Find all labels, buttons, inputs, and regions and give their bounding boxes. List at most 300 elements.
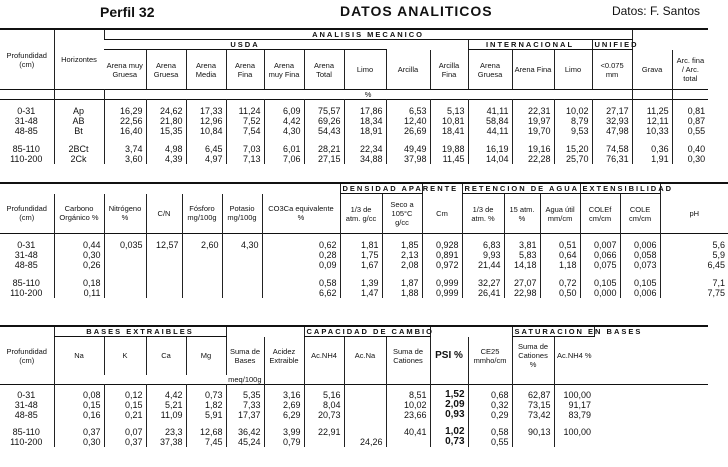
group-header: UNIFIED: [592, 40, 632, 50]
value-cell: 91,17: [554, 400, 594, 410]
value-cell: 8,51: [386, 384, 430, 400]
value-cell: 14,18: [504, 260, 540, 270]
col-header: Limo: [344, 50, 386, 90]
value-cell: 22,98: [504, 288, 540, 298]
unit-row: [0, 90, 54, 100]
value-cell: 0,72: [540, 270, 580, 288]
depth-cell: 48-85: [14, 409, 38, 420]
value-cell: 0,64: [540, 250, 580, 260]
value-cell: 0,81: [672, 100, 708, 117]
value-cell: 22,91: [304, 420, 344, 437]
group-header: EXTENSIBILIDAD: [580, 183, 660, 194]
value-cell: 100,00: [554, 420, 594, 437]
value-cell: 23,3: [146, 420, 186, 437]
value-cell: 6,62: [262, 288, 340, 298]
value-cell: 12,40: [386, 116, 430, 126]
value-cell: 1,88: [382, 288, 422, 298]
unit-row: [386, 375, 430, 385]
depth-cell: 31-48: [14, 399, 38, 410]
value-cell: 47,98: [592, 126, 632, 136]
value-cell: 12,57: [146, 234, 182, 251]
value-cell: 27,17: [592, 100, 632, 117]
col-header: Arc. fina / Arc. total: [672, 50, 708, 90]
col-header: PSI %: [430, 337, 468, 375]
value-cell: 75,57: [304, 100, 344, 117]
col-header: K: [104, 337, 146, 375]
col-header: Arena Fina: [226, 50, 264, 90]
col-header: Limo: [554, 50, 592, 90]
table-row: [0, 154, 708, 164]
col-header: Ac.NH4 %: [554, 337, 594, 375]
unit-row: [554, 375, 594, 385]
value-cell: [344, 384, 386, 400]
value-cell: 10,84: [186, 126, 226, 136]
group-header: BASES EXTRAIBLES: [54, 326, 226, 337]
value-cell: 37,38: [146, 437, 186, 447]
depth-cell: 48-85: [14, 260, 38, 270]
value-cell: 2,60: [182, 234, 222, 251]
depth-cell: 31-48: [14, 116, 38, 126]
value-cell: 1,02: [430, 420, 468, 437]
value-cell: 1,67: [340, 260, 382, 270]
value-cell: [146, 288, 182, 298]
value-cell: 32,27: [462, 270, 504, 288]
unit-row: [468, 375, 512, 385]
value-cell: [182, 260, 222, 270]
value-cell: 7,75: [660, 288, 728, 298]
value-cell: 0,32: [468, 400, 512, 410]
value-cell: 27,15: [304, 154, 344, 164]
value-cell: 11,09: [146, 410, 186, 420]
col-header: Arena Gruesa: [146, 50, 186, 90]
value-cell: 1,52: [430, 384, 468, 400]
value-cell: 26,69: [386, 126, 430, 136]
depth-cell: 110-200: [10, 154, 43, 164]
value-cell: [222, 270, 262, 288]
value-cell: 0,26: [54, 260, 104, 270]
group-header: DENSIDAD APARENTE: [340, 183, 422, 194]
col-header: COLE cm/cm: [620, 194, 660, 234]
col-header: 15 atm. %: [504, 194, 540, 234]
value-cell: 11,24: [226, 100, 264, 117]
value-cell: 18,41: [430, 126, 468, 136]
value-cell: 2,09: [430, 400, 468, 410]
value-cell: 62,87: [512, 384, 554, 400]
col-header: Ca: [146, 337, 186, 375]
value-cell: 23,66: [386, 410, 430, 420]
unit-row: [344, 375, 386, 385]
value-cell: 0,07: [104, 420, 146, 437]
value-cell: 0,21: [104, 410, 146, 420]
value-cell: 0,15: [104, 400, 146, 410]
value-cell: 11,25: [632, 100, 672, 117]
value-cell: 0,58: [262, 270, 340, 288]
value-cell: 0,073: [620, 260, 660, 270]
value-cell: 8,04: [304, 400, 344, 410]
col-header: Arcilla Fina: [430, 50, 468, 90]
value-cell: 45,24: [226, 437, 264, 447]
col-header: Ac.Na: [344, 337, 386, 375]
table-row: [0, 250, 728, 260]
value-cell: 0,058: [620, 250, 660, 260]
value-cell: 0,68: [468, 384, 512, 400]
col-header: Ac.NH4: [304, 337, 344, 375]
value-cell: 41,11: [468, 100, 512, 117]
value-cell: 3,60: [104, 154, 146, 164]
value-cell: 37,98: [386, 154, 430, 164]
value-cell: 0,50: [540, 288, 580, 298]
value-cell: 0,08: [54, 384, 104, 400]
value-cell: 3,16: [264, 384, 304, 400]
value-cell: [146, 250, 182, 260]
value-cell: 6,45: [660, 260, 728, 270]
horizon-cell: Ap: [54, 100, 104, 117]
value-cell: 0,105: [580, 270, 620, 288]
unit-row: [264, 375, 304, 385]
value-cell: 1,85: [382, 234, 422, 251]
document-title: DATOS ANALITICOS: [340, 3, 493, 19]
value-cell: [104, 288, 146, 298]
col-header: Arena muy Gruesa: [106, 60, 143, 79]
table-row: [0, 288, 728, 298]
table-row: [0, 270, 728, 288]
bases-table: [0, 325, 708, 447]
value-cell: 34,88: [344, 154, 386, 164]
value-cell: 0,105: [620, 270, 660, 288]
col-header: Carbono Orgánico %: [54, 194, 104, 234]
value-cell: 0,37: [104, 437, 146, 447]
value-cell: 7,03: [226, 136, 264, 154]
value-cell: 4,98: [146, 136, 186, 154]
group-header: SATURACION EN BASES: [512, 326, 594, 337]
value-cell: 24,62: [146, 100, 186, 117]
value-cell: 19,70: [512, 126, 554, 136]
value-cell: 1,47: [340, 288, 382, 298]
value-cell: 10,02: [386, 400, 430, 410]
value-cell: [182, 288, 222, 298]
value-cell: 5,83: [504, 250, 540, 260]
value-cell: 0,15: [54, 400, 104, 410]
col-header: Horizontes: [54, 29, 104, 90]
value-cell: 11,45: [430, 154, 468, 164]
value-cell: [104, 250, 146, 260]
value-cell: 1,82: [186, 400, 226, 410]
value-cell: [104, 270, 146, 288]
value-cell: 76,31: [592, 154, 632, 164]
col-header: Arena Media: [186, 50, 226, 90]
col-header: Arena Gruesa: [468, 50, 512, 90]
value-cell: 28,21: [304, 136, 344, 154]
unit-row: [0, 375, 54, 385]
table-row: [0, 260, 728, 270]
value-cell: 15,20: [554, 136, 592, 154]
value-cell: 0,928: [422, 234, 462, 251]
group-header: INTERNACIONAL: [468, 40, 592, 50]
col-header: Profundidad (cm): [6, 50, 47, 69]
value-cell: 12,11: [632, 116, 672, 126]
table-row: [0, 437, 708, 447]
value-cell: 2,13: [382, 250, 422, 260]
depth-cell: 110-200: [10, 288, 43, 298]
value-cell: 73,15: [512, 400, 554, 410]
value-cell: [386, 437, 430, 447]
value-cell: 4,42: [264, 116, 304, 126]
value-cell: 19,88: [430, 136, 468, 154]
value-cell: 0,79: [264, 437, 304, 447]
col-header: Seco a 105°C g/cc: [382, 194, 422, 234]
value-cell: 6,29: [264, 410, 304, 420]
value-cell: 4,97: [186, 154, 226, 164]
horizon-cell: 2BCt: [54, 136, 104, 154]
value-cell: 0,12: [104, 384, 146, 400]
value-cell: 16,40: [104, 126, 146, 136]
value-cell: 6,01: [264, 136, 304, 154]
unit-row: [304, 375, 344, 385]
col-header: Arcilla: [386, 50, 430, 90]
value-cell: 10,33: [632, 126, 672, 136]
value-cell: 22,28: [512, 154, 554, 164]
col-header: Cm: [422, 194, 462, 234]
value-cell: 0,73: [186, 384, 226, 400]
col-header: Agua útil mm/cm: [540, 194, 580, 234]
value-cell: 7,06: [264, 154, 304, 164]
value-cell: 0,29: [468, 410, 512, 420]
value-cell: 19,97: [512, 116, 554, 126]
value-cell: [554, 437, 594, 447]
value-cell: 36,42: [226, 420, 264, 437]
table-row: [0, 384, 708, 400]
value-cell: 7,52: [226, 116, 264, 126]
value-cell: 0,16: [54, 410, 104, 420]
value-cell: 22,31: [512, 100, 554, 117]
value-cell: 9,53: [554, 126, 592, 136]
col-header: Suma de Cationes %: [512, 337, 554, 375]
value-cell: 0,40: [672, 136, 708, 154]
col-header: 1/3 de atm. %: [462, 194, 504, 234]
value-cell: [344, 410, 386, 420]
value-cell: 0,55: [672, 126, 708, 136]
col-header: C/N: [146, 194, 182, 234]
unit-row: [512, 375, 554, 385]
value-cell: 10,81: [430, 116, 468, 126]
value-cell: 44,11: [468, 126, 512, 136]
value-cell: 5,9: [660, 250, 728, 260]
value-cell: [222, 260, 262, 270]
value-cell: 69,26: [304, 116, 344, 126]
depth-cell: 85-110: [12, 278, 40, 288]
value-cell: 18,34: [344, 116, 386, 126]
author-label: Datos: F. Santos: [611, 4, 700, 18]
col-header: Arena Total: [304, 50, 344, 90]
value-cell: [344, 420, 386, 437]
value-cell: 32,93: [592, 116, 632, 126]
value-cell: 0,37: [54, 420, 104, 437]
value-cell: 5,13: [430, 100, 468, 117]
col-header: Grava: [632, 50, 672, 90]
value-cell: 6,53: [386, 100, 430, 117]
col-header: CO3Ca equivalente %: [262, 194, 340, 234]
unit-label: %: [104, 90, 632, 100]
value-cell: 6,83: [462, 234, 504, 251]
unit-row: [672, 90, 708, 100]
value-cell: 5,21: [146, 400, 186, 410]
value-cell: 83,79: [554, 410, 594, 420]
group-header: ANALISIS MECANICO: [104, 29, 632, 40]
horizon-cell: AB: [54, 116, 104, 126]
value-cell: 19,16: [512, 136, 554, 154]
value-cell: 26,41: [462, 288, 504, 298]
value-cell: 3,99: [264, 420, 304, 437]
unit-row: [54, 90, 104, 100]
table-row: [0, 116, 708, 126]
group-header: USDA: [104, 40, 386, 50]
value-cell: 100,00: [554, 384, 594, 400]
value-cell: 21,80: [146, 116, 186, 126]
value-cell: [304, 437, 344, 447]
value-cell: 7,54: [226, 126, 264, 136]
value-cell: 0,30: [672, 154, 708, 164]
value-cell: 2,08: [382, 260, 422, 270]
value-cell: [182, 250, 222, 260]
value-cell: 9,93: [462, 250, 504, 260]
value-cell: 0,93: [430, 410, 468, 420]
col-header: Nitrógeno %: [104, 194, 146, 234]
group-header: RETENCION DE AGUA: [462, 183, 580, 194]
value-cell: 4,30: [222, 234, 262, 251]
value-cell: 24,26: [344, 437, 386, 447]
group-header: CAPACIDAD DE CAMBIO: [304, 326, 430, 337]
value-cell: [146, 260, 182, 270]
value-cell: 22,34: [344, 136, 386, 154]
value-cell: 0,28: [262, 250, 340, 260]
unit-row: [430, 375, 468, 385]
value-cell: 12,68: [186, 420, 226, 437]
value-cell: 0,36: [632, 136, 672, 154]
value-cell: [222, 288, 262, 298]
value-cell: 0,006: [620, 288, 660, 298]
value-cell: 0,55: [468, 437, 512, 447]
col-header: Suma de Bases: [226, 337, 264, 375]
value-cell: 5,91: [186, 410, 226, 420]
value-cell: 7,13: [226, 154, 264, 164]
value-cell: 0,007: [580, 234, 620, 251]
value-cell: 0,891: [422, 250, 462, 260]
value-cell: 90,13: [512, 420, 554, 437]
value-cell: 1,18: [540, 260, 580, 270]
value-cell: 25,70: [554, 154, 592, 164]
value-cell: 2,69: [264, 400, 304, 410]
value-cell: 10,02: [554, 100, 592, 117]
col-header: CE25 mmho/cm: [468, 337, 512, 375]
value-cell: 5,6: [660, 234, 728, 251]
depth-cell: 110-200: [10, 436, 43, 447]
value-cell: 12,96: [186, 116, 226, 126]
value-cell: 17,86: [344, 100, 386, 117]
depth-cell: 0-31: [17, 389, 36, 400]
value-cell: [512, 437, 554, 447]
value-cell: 1,81: [340, 234, 382, 251]
value-cell: 0,30: [54, 250, 104, 260]
value-cell: 16,19: [468, 136, 512, 154]
value-cell: 1,87: [382, 270, 422, 288]
depth-cell: 85-110: [12, 426, 40, 437]
value-cell: [146, 270, 182, 288]
depth-cell: 31-48: [14, 250, 38, 260]
value-cell: 15,35: [146, 126, 186, 136]
value-cell: 0,006: [620, 234, 660, 251]
value-cell: 0,999: [422, 270, 462, 288]
value-cell: 4,30: [264, 126, 304, 136]
col-header: pH: [660, 194, 728, 234]
value-cell: 17,37: [226, 410, 264, 420]
value-cell: 73,42: [512, 410, 554, 420]
value-cell: 0,11: [54, 288, 104, 298]
value-cell: 6,09: [264, 100, 304, 117]
value-cell: 3,81: [504, 234, 540, 251]
col-header: Potasio mg/100g: [222, 194, 262, 234]
value-cell: 16,29: [104, 100, 146, 117]
value-cell: 3,74: [104, 136, 146, 154]
value-cell: 0,30: [54, 437, 104, 447]
table-row: [0, 100, 708, 117]
value-cell: 0,066: [580, 250, 620, 260]
value-cell: 1,91: [632, 154, 672, 164]
col-header: Suma de Cationes: [386, 337, 430, 375]
col-header: COLEf cm/cm: [580, 194, 620, 234]
value-cell: 0,62: [262, 234, 340, 251]
col-header: Na: [54, 337, 104, 375]
value-cell: 4,42: [146, 384, 186, 400]
table-row: [0, 136, 708, 154]
value-cell: 4,39: [146, 154, 186, 164]
value-cell: 0,035: [104, 234, 146, 251]
value-cell: 18,91: [344, 126, 386, 136]
col-header: Arena muy Fina: [264, 50, 304, 90]
value-cell: 20,73: [304, 410, 344, 420]
value-cell: 22,56: [104, 116, 146, 126]
col-header: Fósforo mg/100g: [182, 194, 222, 234]
value-cell: 0,87: [672, 116, 708, 126]
table-row: [0, 400, 708, 410]
horizon-cell: 2Ck: [54, 154, 104, 164]
value-cell: 0,000: [580, 288, 620, 298]
page-header: [0, 0, 708, 28]
value-cell: [104, 260, 146, 270]
chemistry-table: [0, 182, 728, 298]
col-header: Profundidad (cm): [6, 346, 47, 365]
value-cell: 7,33: [226, 400, 264, 410]
value-cell: 0,73: [430, 437, 468, 447]
value-cell: 0,18: [54, 270, 104, 288]
depth-cell: 48-85: [14, 126, 38, 136]
horizon-cell: Bt: [54, 126, 104, 136]
value-cell: 7,45: [186, 437, 226, 447]
value-cell: 0,972: [422, 260, 462, 270]
value-cell: 0,999: [422, 288, 462, 298]
value-cell: 21,44: [462, 260, 504, 270]
value-cell: 74,58: [592, 136, 632, 154]
value-cell: 27,07: [504, 270, 540, 288]
col-header: <0.075 mm: [592, 50, 632, 90]
value-cell: 0,44: [54, 234, 104, 251]
table-row: [0, 410, 708, 420]
value-cell: 1,75: [340, 250, 382, 260]
value-cell: 7,1: [660, 270, 728, 288]
value-cell: 6,45: [186, 136, 226, 154]
col-header: 1/3 de atm. g/cc: [340, 194, 382, 234]
col-header: Profundidad (cm): [6, 204, 47, 223]
table-row: [0, 420, 708, 437]
